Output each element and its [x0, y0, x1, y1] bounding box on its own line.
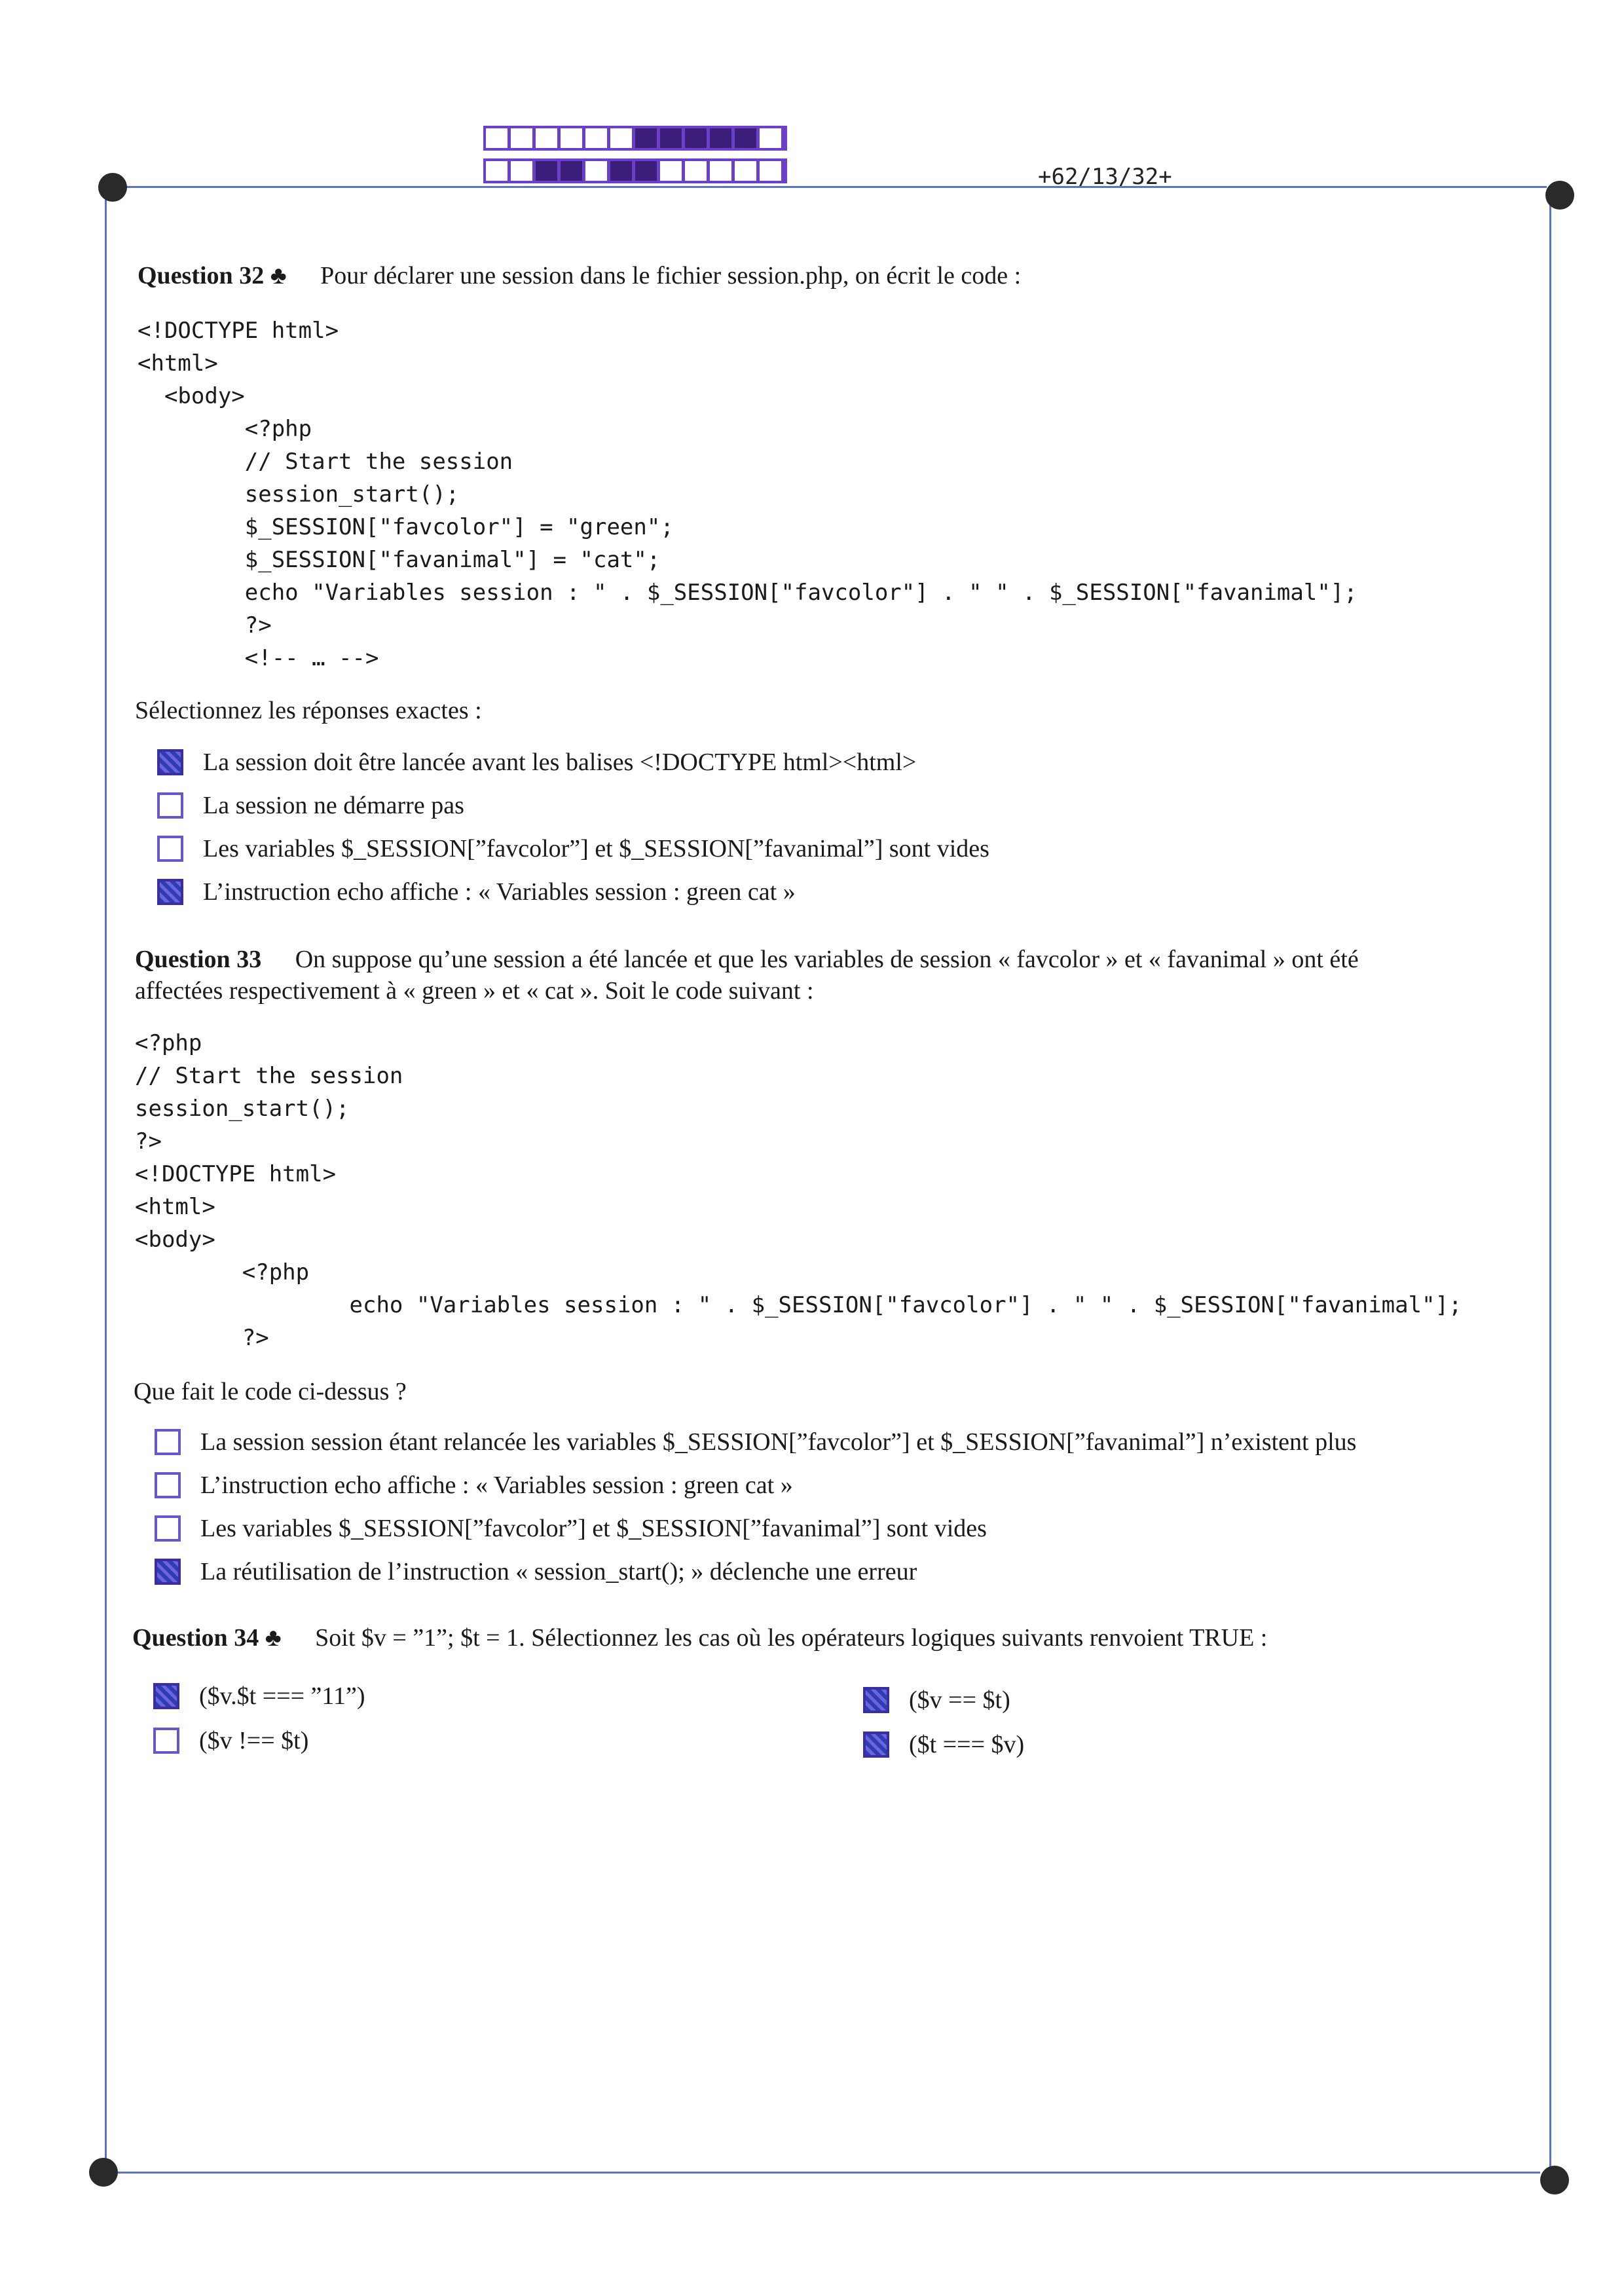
- answer-label: Les variables $_SESSION[”favcolor”] et $_SESSION[”favanimal”] sont vides: [203, 835, 989, 862]
- q33-checkbox-1[interactable]: [155, 1429, 181, 1455]
- answer-label: L’instruction echo affiche : « Variables session : green cat »: [203, 878, 796, 906]
- q33-answer-3[interactable]: [155, 1514, 987, 1543]
- barcode-cell: [710, 161, 731, 181]
- club-icon: ♣: [270, 262, 287, 289]
- question-33-prompt-line-1: On suppose qu’une session a été lancée et que les variables de session « favcolor » et « favanimal » ont été: [295, 946, 1359, 973]
- club-icon: ♣: [265, 1624, 282, 1652]
- barcode-cell: [561, 128, 582, 148]
- barcode-cell: [536, 128, 557, 148]
- question-33-prompt-line-2: affectées respectivement à « green » et « cat ». Soit le code suivant :: [135, 977, 814, 1005]
- corner-mark-top-right: [1545, 181, 1574, 210]
- corner-mark-bottom-right: [1540, 2166, 1569, 2194]
- frame-left-line: [105, 191, 107, 2169]
- answer-label: La session doit être lancée avant les balises <!DOCTYPE html><html>: [203, 749, 917, 776]
- question-32-header: [138, 261, 1021, 291]
- q32-checkbox-2[interactable]: [157, 792, 183, 819]
- q33-checkbox-3[interactable]: [155, 1515, 181, 1542]
- barcode-cell: [685, 161, 707, 181]
- question-32-prompt: Pour déclarer une session dans le fichier session.php, on écrit le code :: [320, 262, 1022, 289]
- barcode-row-2: [483, 158, 787, 183]
- barcode-cell: [486, 128, 507, 148]
- q32-answer-4[interactable]: [157, 878, 796, 906]
- answer-label: La session session étant relancée les variables $_SESSION[”favcolor”] et $_SESSION[”favanimal”] n’existent plus: [200, 1428, 1357, 1456]
- question-32-title: Question 32: [138, 262, 265, 289]
- question-32-instruction: Sélectionnez les réponses exactes :: [135, 697, 482, 724]
- q32-checkbox-1[interactable]: [157, 749, 183, 775]
- barcode-cell: [760, 161, 781, 181]
- barcode-cell: [486, 161, 507, 181]
- q33-answer-1[interactable]: [155, 1428, 1356, 1456]
- barcode-cell: [561, 161, 582, 181]
- q34-answer-3[interactable]: [863, 1686, 1010, 1714]
- question-33-header: [135, 944, 1359, 974]
- answer-label: ($t === $v): [909, 1731, 1025, 1758]
- q32-checkbox-4[interactable]: [157, 879, 183, 905]
- answer-label: La réutilisation de l’instruction « session_start(); » déclenche une erreur: [200, 1558, 917, 1585]
- barcode-cell: [685, 128, 707, 148]
- question-34-header: [132, 1623, 1267, 1653]
- q33-checkbox-4[interactable]: [155, 1559, 181, 1585]
- q33-answer-2[interactable]: [155, 1471, 793, 1500]
- answer-label: Les variables $_SESSION[”favcolor”] et $_SESSION[”favanimal”] sont vides: [200, 1515, 987, 1542]
- answer-label: ($v.$t === ”11”): [199, 1682, 365, 1710]
- barcode-cell: [660, 161, 682, 181]
- question-33-instruction: Que fait le code ci-dessus ?: [134, 1378, 407, 1405]
- barcode-cell: [635, 161, 657, 181]
- barcode-cell: [511, 128, 532, 148]
- barcode-cell: [760, 128, 781, 148]
- barcode-cell: [585, 161, 607, 181]
- q32-answer-1[interactable]: [157, 748, 916, 777]
- q32-answer-2[interactable]: [157, 791, 464, 820]
- corner-mark-bottom-left: [89, 2158, 118, 2187]
- frame-top-line: [113, 186, 1547, 188]
- barcode-cell: [635, 128, 657, 148]
- barcode-row-1: [483, 126, 787, 151]
- q34-answer-2[interactable]: [153, 1726, 308, 1755]
- q34-answer-4[interactable]: [863, 1730, 1024, 1759]
- answer-label: ($v !== $t): [199, 1727, 309, 1754]
- page-id: +62/13/32+: [1038, 164, 1172, 190]
- q32-checkbox-3[interactable]: [157, 836, 183, 862]
- frame-right-line: [1549, 196, 1551, 2168]
- barcode-cell: [610, 161, 632, 181]
- question-34-title: Question 34: [132, 1624, 259, 1652]
- answer-label: L’instruction echo affiche : « Variables session : green cat »: [200, 1472, 793, 1499]
- barcode-cell: [511, 161, 532, 181]
- barcode-cell: [660, 128, 682, 148]
- q34-checkbox-2[interactable]: [153, 1728, 179, 1754]
- q34-answer-1[interactable]: [153, 1682, 365, 1711]
- question-32-code: <!DOCTYPE html> <html> <body> <?php // Start the session session_start(); $_SESSION["favcolor"] = "green"; $_SESSION["favanimal"] = "cat"; echo "Variables session : " . $_SESSION["favcolor"] . " " . $_SESSION["favanimal"]; ?> <!-- … -->: [138, 318, 1357, 671]
- question-34-prompt: Soit $v = ”1”; $t = 1. Sélectionnez les cas où les opérateurs logiques suivants renvoient TRUE :: [315, 1624, 1268, 1652]
- frame-bottom-line: [106, 2172, 1540, 2174]
- barcode-cell: [735, 161, 756, 181]
- q33-checkbox-2[interactable]: [155, 1472, 181, 1498]
- barcode-cell: [610, 128, 632, 148]
- barcode-cell: [710, 128, 731, 148]
- q34-checkbox-3[interactable]: [863, 1687, 889, 1713]
- q34-checkbox-1[interactable]: [153, 1683, 179, 1709]
- barcode-cell: [735, 128, 756, 148]
- barcode-cell: [585, 128, 607, 148]
- question-33-code: <?php // Start the session session_start(); ?> <!DOCTYPE html> <html> <body> <?php echo "Variables session : " . $_SESSION["favcolor"] . " " . $_SESSION["favanimal"]; ?>: [135, 1030, 1462, 1351]
- barcode-cell: [536, 161, 557, 181]
- q33-answer-4[interactable]: [155, 1557, 917, 1586]
- answer-label: La session ne démarre pas: [203, 792, 464, 819]
- q32-answer-3[interactable]: [157, 834, 989, 863]
- answer-label: ($v == $t): [909, 1686, 1010, 1714]
- question-33-title: Question 33: [135, 946, 262, 973]
- corner-mark-top-left: [98, 173, 127, 202]
- q34-checkbox-4[interactable]: [863, 1731, 889, 1758]
